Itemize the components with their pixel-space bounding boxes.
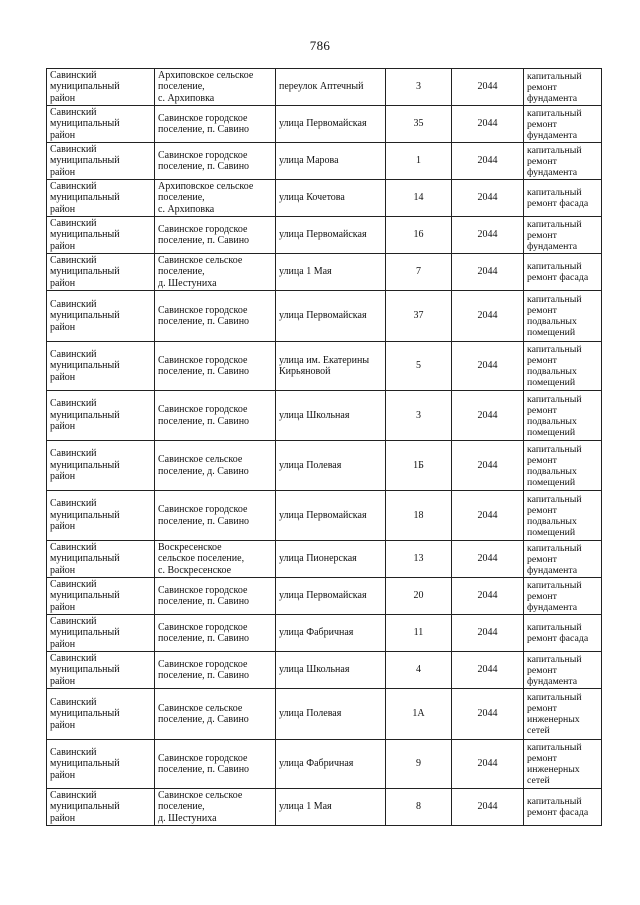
settlement-cell-text: Савинское городское поселение, п. Савино (158, 149, 250, 172)
work-type-cell (524, 69, 602, 106)
settlement-cell-text: Савинское городское поселение, п. Савино (158, 112, 250, 135)
district-cell (47, 254, 155, 291)
settlement-cell (155, 689, 276, 740)
table-body (47, 69, 602, 826)
year-cell (452, 652, 524, 689)
work-type-cell-text: капитальный ремонт подвальных помещений (527, 443, 582, 488)
work-type-cell (524, 689, 602, 740)
work-type-cell-text: капитальный ремонт инженерных сетей (527, 742, 582, 786)
table-row (47, 291, 602, 342)
house-number-cell-text: 9 (416, 758, 421, 770)
district-cell (47, 541, 155, 578)
district-cell (47, 491, 155, 541)
house-number-cell (386, 106, 452, 143)
district-cell (47, 291, 155, 342)
table-row (47, 652, 602, 689)
street-cell-text: переулок Аптечный (279, 81, 364, 93)
work-type-cell (524, 342, 602, 391)
house-number-cell-text: 35 (413, 118, 424, 130)
year-cell-text: 2044 (477, 758, 498, 770)
street-cell-text: улица 1 Мая (279, 266, 332, 278)
year-cell (452, 789, 524, 826)
year-cell-text: 2044 (477, 590, 498, 602)
district-cell (47, 652, 155, 689)
street-cell (276, 143, 386, 180)
table-row (47, 541, 602, 578)
district-cell-text: Савинский муниципальный район (50, 696, 120, 731)
settlement-cell-text: Савинское городское поселение, п. Савино (158, 504, 250, 527)
house-number-cell-text: 14 (413, 192, 424, 204)
table-row (47, 254, 602, 291)
district-cell-text: Савинский муниципальный район (50, 217, 120, 252)
house-number-cell (386, 615, 452, 652)
house-number-cell-text: 1А (412, 708, 425, 720)
work-type-cell-text: капитальный ремонт фундамента (527, 653, 582, 687)
table-row (47, 143, 602, 180)
district-cell-text: Савинский муниципальный район (50, 398, 120, 433)
house-number-cell (386, 291, 452, 342)
house-number-cell (386, 391, 452, 441)
year-cell-text: 2044 (477, 509, 498, 521)
work-type-cell-text: капитальный ремонт фасада (527, 187, 589, 209)
year-cell (452, 491, 524, 541)
year-cell (452, 69, 524, 106)
year-cell-text: 2044 (477, 360, 498, 372)
year-cell (452, 541, 524, 578)
settlement-cell (155, 342, 276, 391)
street-cell-text: улица Пионерская (279, 553, 357, 565)
settlement-cell-text: Савинское городское поселение, п. Савино (158, 658, 250, 681)
settlement-cell-text: Архиповское сельское поселение, с. Архиповка (158, 69, 254, 104)
district-cell-text: Савинский муниципальный район (50, 541, 120, 576)
district-cell (47, 789, 155, 826)
work-type-cell-text: капитальный ремонт подвальных помещений (527, 393, 582, 438)
year-cell-text: 2044 (477, 627, 498, 639)
house-number-cell-text: 3 (416, 81, 421, 93)
work-type-cell-text: капитальный ремонт подвальных помещений (527, 294, 582, 338)
table-row (47, 789, 602, 826)
settlement-cell-text: Савинское сельское поселение, д. Савино (158, 454, 249, 477)
house-number-cell (386, 541, 452, 578)
district-cell (47, 143, 155, 180)
street-cell-text: улица Первомайская (279, 590, 367, 602)
settlement-cell (155, 615, 276, 652)
year-cell-text: 2044 (477, 266, 498, 278)
street-cell-text: улица Первомайская (279, 310, 367, 322)
work-type-cell-text: капитальный ремонт подвальных помещений (527, 493, 582, 538)
year-cell (452, 441, 524, 491)
house-number-cell-text: 1 (416, 155, 421, 167)
year-cell (452, 578, 524, 615)
year-cell (452, 740, 524, 789)
street-cell-text: улица Фабричная (279, 758, 354, 770)
house-number-cell (386, 180, 452, 217)
year-cell-text: 2044 (477, 708, 498, 720)
street-cell (276, 342, 386, 391)
table-row (47, 391, 602, 441)
street-cell (276, 652, 386, 689)
year-cell (452, 143, 524, 180)
settlement-cell-text: Архиповское сельское поселение, с. Архиповка (158, 180, 254, 215)
district-cell (47, 106, 155, 143)
house-number-cell (386, 254, 452, 291)
settlement-cell (155, 254, 276, 291)
house-number-cell-text: 8 (416, 801, 421, 813)
settlement-cell-text: Савинское городское поселение, п. Савино (158, 404, 250, 427)
work-type-cell (524, 491, 602, 541)
table-row (47, 740, 602, 789)
work-type-cell-text: капитальный ремонт фундамента (527, 70, 582, 104)
street-cell-text: улица Фабричная (279, 627, 354, 639)
street-cell (276, 689, 386, 740)
settlement-cell (155, 541, 276, 578)
district-cell (47, 578, 155, 615)
work-type-cell (524, 740, 602, 789)
street-cell (276, 254, 386, 291)
street-cell-text: улица Школьная (279, 664, 350, 676)
work-type-cell-text: капитальный ремонт фасада (527, 622, 589, 644)
street-cell-text: улица Первомайская (279, 118, 367, 130)
settlement-cell (155, 652, 276, 689)
work-type-cell (524, 217, 602, 254)
district-cell (47, 391, 155, 441)
year-cell-text: 2044 (477, 192, 498, 204)
year-cell-text: 2044 (477, 664, 498, 676)
house-number-cell (386, 491, 452, 541)
house-number-cell (386, 689, 452, 740)
district-cell (47, 217, 155, 254)
street-cell (276, 578, 386, 615)
settlement-cell (155, 391, 276, 441)
work-type-cell-text: капитальный ремонт фундамента (527, 144, 582, 178)
work-type-cell (524, 789, 602, 826)
year-cell (452, 217, 524, 254)
year-cell (452, 291, 524, 342)
street-cell (276, 541, 386, 578)
work-type-cell (524, 541, 602, 578)
table-row (47, 491, 602, 541)
house-number-cell (386, 652, 452, 689)
page-number: 786 (309, 38, 331, 53)
district-cell (47, 180, 155, 217)
settlement-cell (155, 291, 276, 342)
house-number-cell-text: 1Б (413, 459, 424, 471)
district-cell (47, 740, 155, 789)
street-cell (276, 106, 386, 143)
year-cell (452, 391, 524, 441)
table-row (47, 615, 602, 652)
table-row (47, 441, 602, 491)
settlement-cell (155, 441, 276, 491)
street-cell (276, 441, 386, 491)
street-cell (276, 789, 386, 826)
house-number-cell-text: 4 (416, 664, 421, 676)
house-number-cell-text: 13 (413, 553, 424, 565)
street-cell (276, 180, 386, 217)
district-cell-text: Савинский муниципальный район (50, 789, 120, 824)
house-number-cell (386, 143, 452, 180)
work-type-cell-text: капитальный ремонт фундамента (527, 107, 582, 141)
year-cell-text: 2044 (477, 155, 498, 167)
work-type-cell-text: капитальный ремонт инженерных сетей (527, 692, 582, 736)
table-row (47, 69, 602, 106)
settlement-cell (155, 69, 276, 106)
settlement-cell-text: Савинское городское поселение, п. Савино (158, 584, 250, 607)
work-type-cell-text: капитальный ремонт фасада (527, 796, 589, 818)
year-cell (452, 615, 524, 652)
settlement-cell-text: Воскресенское сельское поселение, с. Воскресенское (158, 541, 245, 576)
settlement-cell (155, 143, 276, 180)
settlement-cell-text: Савинское сельское поселение, д. Шестуниха (158, 789, 243, 824)
year-cell (452, 342, 524, 391)
house-number-cell-text: 20 (413, 590, 424, 602)
year-cell (452, 106, 524, 143)
settlement-cell (155, 180, 276, 217)
district-cell-text: Савинский муниципальный район (50, 448, 120, 483)
street-cell-text: улица Полевая (279, 708, 342, 720)
table-row (47, 578, 602, 615)
year-cell-text: 2044 (477, 118, 498, 130)
house-number-cell (386, 69, 452, 106)
work-type-cell-text: капитальный ремонт фундамента (527, 542, 582, 576)
street-cell (276, 615, 386, 652)
street-cell-text: улица Первомайская (279, 229, 367, 241)
house-number-cell-text: 7 (416, 266, 421, 278)
settlement-cell (155, 789, 276, 826)
year-cell (452, 254, 524, 291)
repair-schedule-table (46, 68, 602, 826)
district-cell-text: Савинский муниципальный район (50, 746, 120, 781)
house-number-cell-text: 16 (413, 229, 424, 241)
street-cell (276, 491, 386, 541)
work-type-cell (524, 652, 602, 689)
year-cell (452, 689, 524, 740)
street-cell-text: улица Первомайская (279, 509, 367, 521)
work-type-cell (524, 180, 602, 217)
settlement-cell (155, 578, 276, 615)
district-cell-text: Савинский муниципальный район (50, 348, 120, 383)
house-number-cell (386, 789, 452, 826)
house-number-cell-text: 18 (413, 509, 424, 521)
year-cell-text: 2044 (477, 409, 498, 421)
street-cell (276, 291, 386, 342)
settlement-cell (155, 106, 276, 143)
year-cell (452, 180, 524, 217)
district-cell-text: Савинский муниципальный район (50, 254, 120, 289)
house-number-cell (386, 740, 452, 789)
table-row (47, 217, 602, 254)
district-cell-text: Савинский муниципальный район (50, 578, 120, 613)
house-number-cell (386, 441, 452, 491)
work-type-cell (524, 291, 602, 342)
work-type-cell (524, 391, 602, 441)
settlement-cell-text: Савинское городское поселение, п. Савино (158, 752, 250, 775)
house-number-cell (386, 342, 452, 391)
year-cell-text: 2044 (477, 310, 498, 322)
house-number-cell-text: 11 (413, 627, 424, 639)
street-cell-text: улица Полевая (279, 459, 342, 471)
settlement-cell-text: Савинское городское поселение, п. Савино (158, 223, 250, 246)
house-number-cell-text: 37 (413, 310, 424, 322)
settlement-cell-text: Савинское сельское поселение, д. Шестуниха (158, 254, 243, 289)
district-cell (47, 689, 155, 740)
work-type-cell-text: капитальный ремонт фундамента (527, 579, 582, 613)
district-cell-text: Савинский муниципальный район (50, 69, 120, 104)
district-cell-text: Савинский муниципальный район (50, 652, 120, 687)
year-cell-text: 2044 (477, 459, 498, 471)
district-cell-text: Савинский муниципальный район (50, 180, 120, 215)
district-cell-text: Савинский муниципальный район (50, 615, 120, 650)
district-cell (47, 441, 155, 491)
work-type-cell-text: капитальный ремонт фасада (527, 261, 589, 283)
year-cell-text: 2044 (477, 229, 498, 241)
work-type-cell-text: капитальный ремонт подвальных помещений (527, 344, 582, 388)
table-row (47, 689, 602, 740)
settlement-cell-text: Савинское городское поселение, п. Савино (158, 354, 250, 377)
year-cell-text: 2044 (477, 553, 498, 565)
work-type-cell (524, 143, 602, 180)
street-cell (276, 391, 386, 441)
year-cell-text: 2044 (477, 81, 498, 93)
district-cell-text: Савинский муниципальный район (50, 143, 120, 178)
settlement-cell-text: Савинское сельское поселение, д. Савино (158, 702, 249, 725)
work-type-cell (524, 615, 602, 652)
street-cell-text: улица Марова (279, 155, 339, 167)
street-cell (276, 69, 386, 106)
table-row (47, 180, 602, 217)
street-cell-text: улица 1 Мая (279, 801, 332, 813)
district-cell (47, 342, 155, 391)
street-cell-text: улица им. Екатерины Кирьяновой (279, 354, 370, 377)
settlement-cell (155, 217, 276, 254)
work-type-cell (524, 578, 602, 615)
house-number-cell-text: 5 (416, 360, 421, 372)
street-cell (276, 217, 386, 254)
settlement-cell (155, 740, 276, 789)
work-type-cell (524, 106, 602, 143)
table-row (47, 342, 602, 391)
district-cell-text: Савинский муниципальный район (50, 498, 120, 533)
settlement-cell-text: Савинское городское поселение, п. Савино (158, 304, 250, 327)
settlement-cell-text: Савинское городское поселение, п. Савино (158, 621, 250, 644)
house-number-cell (386, 217, 452, 254)
street-cell-text: улица Кочетова (279, 192, 345, 204)
work-type-cell (524, 441, 602, 491)
work-type-cell-text: капитальный ремонт фундамента (527, 218, 582, 252)
work-type-cell (524, 254, 602, 291)
table-row (47, 106, 602, 143)
district-cell (47, 69, 155, 106)
settlement-cell (155, 491, 276, 541)
year-cell-text: 2044 (477, 801, 498, 813)
house-number-cell-text: 3 (416, 409, 421, 421)
district-cell (47, 615, 155, 652)
district-cell-text: Савинский муниципальный район (50, 298, 120, 333)
street-cell-text: улица Школьная (279, 409, 350, 421)
district-cell-text: Савинский муниципальный район (50, 106, 120, 141)
house-number-cell (386, 578, 452, 615)
street-cell (276, 740, 386, 789)
